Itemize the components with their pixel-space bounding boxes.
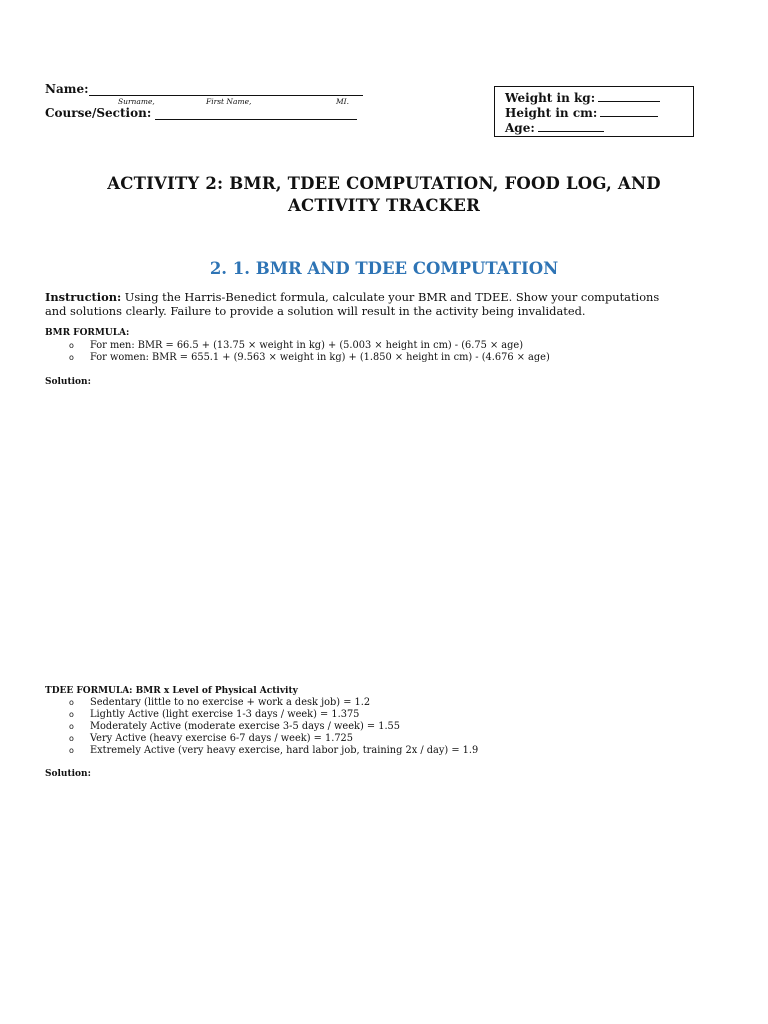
section-heading: 2. 1. BMR AND TDEE COMPUTATION: [209, 259, 559, 278]
instruction-text: [45, 290, 725, 318]
title-line-1: ACTIVITY 2: BMR, TDEE COMPUTATION, FOOD LOG, AND: [107, 174, 661, 193]
age-row: [505, 120, 693, 135]
name-row: [45, 82, 363, 96]
tdee-formula-label: TDEE FORMULA: BMR x Level of Physical Activity: [45, 686, 298, 696]
age-label: Age:: [505, 121, 535, 135]
instruction-label: Instruction:: [45, 290, 122, 304]
instruction-line-2: and solutions clearly. Failure to provide a solution will result in the activity being invalidated.: [45, 304, 586, 318]
first-name-sublabel: First Name,: [206, 97, 252, 106]
height-row: [505, 105, 693, 120]
bullet-circle-icon: o: [69, 353, 74, 362]
tdee-solution-area[interactable]: [45, 784, 725, 1004]
name-field-line[interactable]: [89, 82, 363, 96]
bullet-circle-icon: o: [69, 710, 74, 719]
bmr-solution-label: Solution:: [45, 377, 91, 387]
weight-row: [505, 90, 693, 105]
height-field-line[interactable]: [600, 105, 658, 117]
mi-sublabel: MI.: [336, 97, 350, 106]
bullet-circle-icon: o: [69, 341, 74, 350]
age-field-line[interactable]: [538, 120, 604, 132]
bullet-circle-icon: o: [69, 698, 74, 707]
bullet-circle-icon: o: [69, 746, 74, 755]
name-label: Name:: [45, 82, 89, 96]
tdee-solution-label: Solution:: [45, 769, 91, 779]
bmr-solution-area[interactable]: [45, 392, 725, 672]
title-line-2: ACTIVITY TRACKER: [287, 196, 480, 215]
bullet-circle-icon: o: [69, 734, 74, 743]
course-field-line[interactable]: [155, 106, 357, 120]
activity-title: [60, 173, 708, 217]
height-label: Height in cm:: [505, 106, 598, 120]
course-row: [45, 106, 357, 120]
body-stats-box: [494, 86, 694, 137]
bmr-formula-label: BMR FORMULA:: [45, 328, 130, 338]
bullet-circle-icon: o: [69, 722, 74, 731]
course-label: Course/Section:: [45, 106, 152, 120]
weight-label: Weight in kg:: [505, 91, 596, 105]
weight-field-line[interactable]: [598, 90, 660, 102]
instruction-line-1: Using the Harris-Benedict formula, calculate your BMR and TDEE. Show your computations: [121, 290, 660, 304]
surname-sublabel: Surname,: [118, 97, 155, 106]
